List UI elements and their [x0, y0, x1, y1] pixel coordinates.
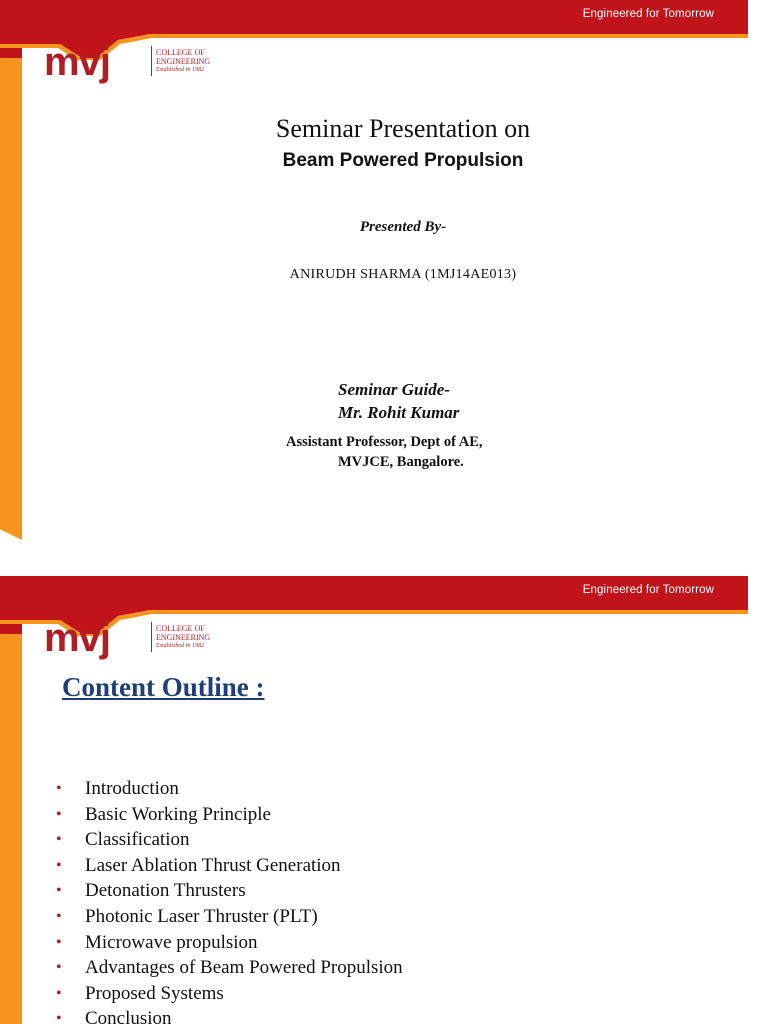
bullet-icon: • — [56, 831, 62, 849]
logo-text — [156, 624, 210, 651]
logo-line1: COLLEGE OF — [156, 624, 205, 633]
logo-text — [156, 48, 210, 75]
bullet-icon: • — [56, 933, 62, 951]
guide-label: Seminar Guide- — [338, 380, 450, 399]
bullet-icon: • — [56, 907, 62, 925]
logo-mark: mvj — [44, 40, 110, 84]
tagline: Engineered for Tomorrow — [582, 8, 714, 20]
bullet-icon: • — [56, 882, 62, 900]
list-item: • Introduction — [56, 776, 403, 802]
bullet-icon: • — [56, 1010, 62, 1024]
logo-line1: COLLEGE OF — [156, 48, 205, 57]
content-outline-title: Content Outline : — [62, 672, 265, 702]
bullet-icon: • — [56, 984, 62, 1002]
left-accent-bar — [0, 576, 22, 1024]
bullet-icon: • — [56, 959, 62, 977]
list-item: • Advantages of Beam Powered Propulsion — [56, 955, 403, 981]
guide-title: Assistant Professor, Dept of AE, — [286, 434, 483, 450]
slide-title-main: Seminar Presentation on — [275, 114, 531, 143]
logo-divider — [151, 622, 152, 652]
list-item: • Photonic Laser Thruster (PLT) — [56, 904, 403, 930]
logo-line2: ENGINEERING — [156, 633, 211, 642]
guide-name: Mr. Rohit Kumar — [338, 403, 460, 422]
list-item: • Proposed Systems — [56, 981, 403, 1007]
list-item: • Microwave propulsion — [56, 930, 403, 956]
logo-line2: ENGINEERING — [156, 57, 211, 66]
tagline: Engineered for Tomorrow — [582, 584, 714, 596]
list-item: • Detonation Thrusters — [56, 878, 403, 904]
logo-mark: mvj — [44, 616, 110, 660]
bullet-icon: • — [56, 805, 62, 823]
presented-by-label: Presented By- — [359, 219, 447, 235]
presenter-name: ANIRUDH SHARMA (1MJ14AE013) — [289, 267, 517, 282]
college-logo — [44, 40, 244, 90]
slide-subtitle: Beam Powered Propulsion — [282, 150, 524, 171]
logo-divider — [151, 46, 152, 76]
list-item: • Classification — [56, 827, 403, 853]
content-outline-list — [56, 776, 403, 1024]
logo-established: Established In 1982 — [156, 67, 204, 73]
logo-established: Established In 1982 — [156, 643, 204, 649]
college-logo — [44, 616, 244, 666]
bullet-icon: • — [56, 780, 62, 797]
slide-content-outline — [0, 576, 768, 1024]
list-item: • Conclusion — [56, 1006, 403, 1024]
list-item: • Laser Ablation Thrust Generation — [56, 853, 403, 879]
guide-college: MVJCE, Bangalore. — [338, 454, 464, 470]
list-item: • Basic Working Principle — [56, 802, 403, 828]
bullet-icon: • — [56, 856, 62, 874]
